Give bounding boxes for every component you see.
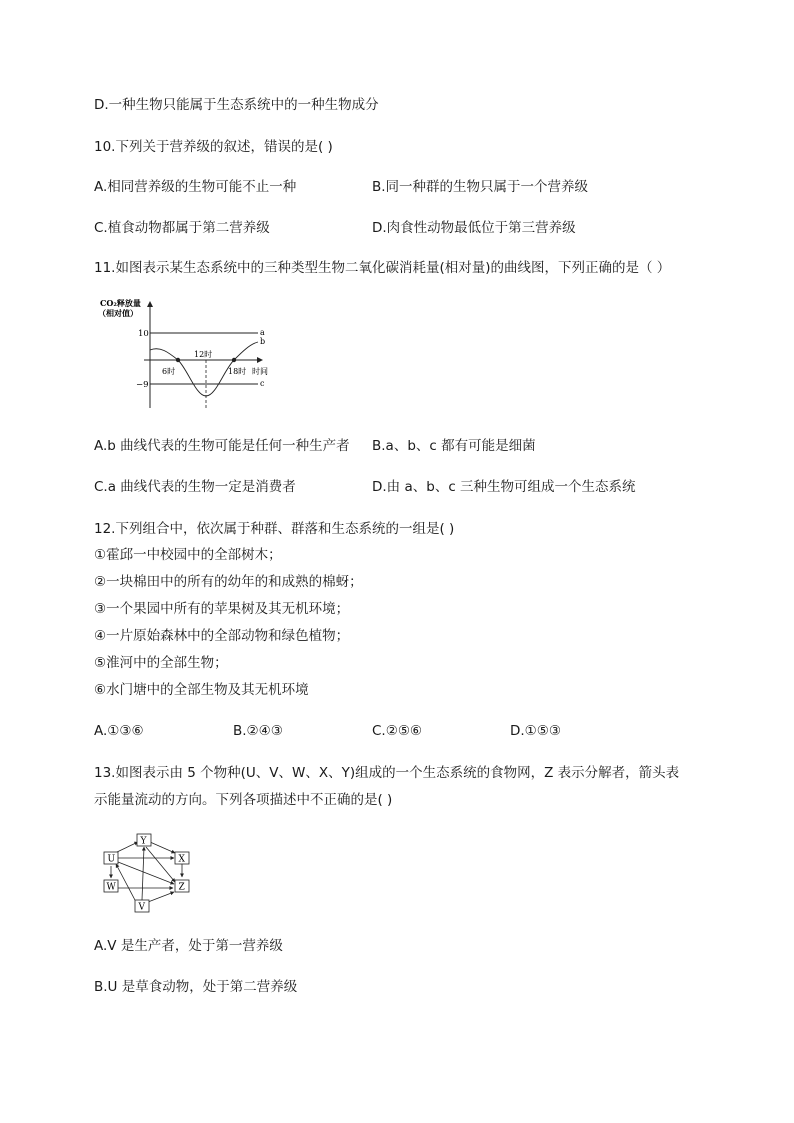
q11-option-c: C.a 曲线代表的生物一定是消费者 bbox=[94, 479, 296, 495]
x-tick-18: 18时 bbox=[228, 367, 247, 376]
question-10-stem: 10.下列关于营养级的叙述，错误的是( ) bbox=[94, 139, 333, 155]
node-w-label: W bbox=[106, 882, 116, 893]
node-z-label: Z bbox=[178, 882, 185, 893]
point-6h bbox=[176, 358, 180, 362]
y-tick-neg9: −9 bbox=[136, 380, 149, 390]
q12-item-1: ①霍邱一中校园中的全部树木； bbox=[94, 547, 282, 563]
edge-v-u bbox=[116, 864, 136, 902]
q10-option-c: C.植食动物都属于第二营养级 bbox=[94, 220, 270, 236]
q12-option-c: C.②⑤⑥ bbox=[372, 723, 423, 739]
q12-item-5: ⑤淮河中的全部生物； bbox=[94, 655, 228, 671]
q11-option-a: A.b 曲线代表的生物可能是任何一种生产者 bbox=[94, 438, 350, 454]
node-u-label: U bbox=[107, 854, 116, 865]
curve-a-label: a bbox=[260, 328, 265, 337]
co2-curve-figure bbox=[94, 296, 294, 414]
edge-y-x bbox=[150, 842, 175, 853]
q10-option-d: D.肉食性动物最低位于第三营养级 bbox=[372, 220, 576, 236]
q12-item-3: ③一个果园中所有的苹果树及其无机环境； bbox=[94, 601, 350, 617]
x-tick-12: 12时 bbox=[194, 350, 213, 359]
edge-v-y bbox=[142, 847, 144, 900]
y-axis-label-1: CO₂释放量 bbox=[100, 298, 141, 308]
node-v-label: V bbox=[138, 902, 145, 913]
question-12-stem: 12.下列组合中，依次属于种群、群落和生态系统的一组是( ) bbox=[94, 521, 455, 537]
q10-option-a: A.相同营养级的生物可能不止一种 bbox=[94, 179, 297, 195]
food-web-figure bbox=[98, 830, 202, 914]
y-tick-10: 10 bbox=[138, 329, 149, 339]
edge-u-z bbox=[118, 862, 174, 884]
curve-b-label: b bbox=[260, 337, 266, 346]
question-13-stem-1: 13.如图表示由 5 个物种(U、V、W、X、Y)组成的一个生态系统的食物网，Z 表示分解者，箭头表 bbox=[94, 765, 680, 781]
edge-y-z bbox=[146, 847, 175, 882]
q12-item-4: ④一片原始森林中的全部动物和绿色植物； bbox=[94, 628, 350, 644]
x-tick-6: 6时 bbox=[162, 367, 176, 376]
x-axis-label: 时间 bbox=[252, 367, 268, 376]
q12-option-a: A.①③⑥ bbox=[94, 723, 144, 739]
q11-option-d: D.由 a、b、c 三种生物可组成一个生态系统 bbox=[372, 479, 636, 495]
point-18h bbox=[232, 358, 236, 362]
q13-option-a: A.V 是生产者，处于第一营养级 bbox=[94, 938, 283, 954]
y-axis-label-2: （相对值） bbox=[98, 308, 138, 318]
q10-option-b: B.同一种群的生物只属于一个营养级 bbox=[372, 179, 589, 195]
q12-item-2: ②一块棉田中的所有的幼年的和成熟的棉蚜； bbox=[94, 574, 363, 590]
q12-item-6: ⑥水门塘中的全部生物及其无机环境 bbox=[94, 682, 309, 698]
q12-option-d: D.①⑤③ bbox=[510, 723, 561, 739]
node-x-label: X bbox=[178, 854, 185, 865]
q11-option-b: B.a、b、c 都有可能是细菌 bbox=[372, 438, 536, 454]
curve-c-label: c bbox=[260, 379, 265, 388]
edge-v-z bbox=[148, 892, 174, 902]
q13-option-b: B.U 是草食动物，处于第二营养级 bbox=[94, 979, 298, 995]
question-13-stem-2: 示能量流动的方向。下列各项描述中不正确的是( ) bbox=[94, 792, 393, 808]
q12-option-b: B.②④③ bbox=[233, 723, 283, 739]
question-11-stem: 11.如图表示某生态系统中的三种类型生物二氧化碳消耗量(相对量)的曲线图，下列正确的是（ ） bbox=[94, 260, 671, 276]
edge-u-y bbox=[117, 842, 138, 852]
question-d-prev: D.一种生物只能属于生态系统中的一种生物成分 bbox=[94, 97, 379, 113]
node-y-label: Y bbox=[140, 836, 147, 847]
